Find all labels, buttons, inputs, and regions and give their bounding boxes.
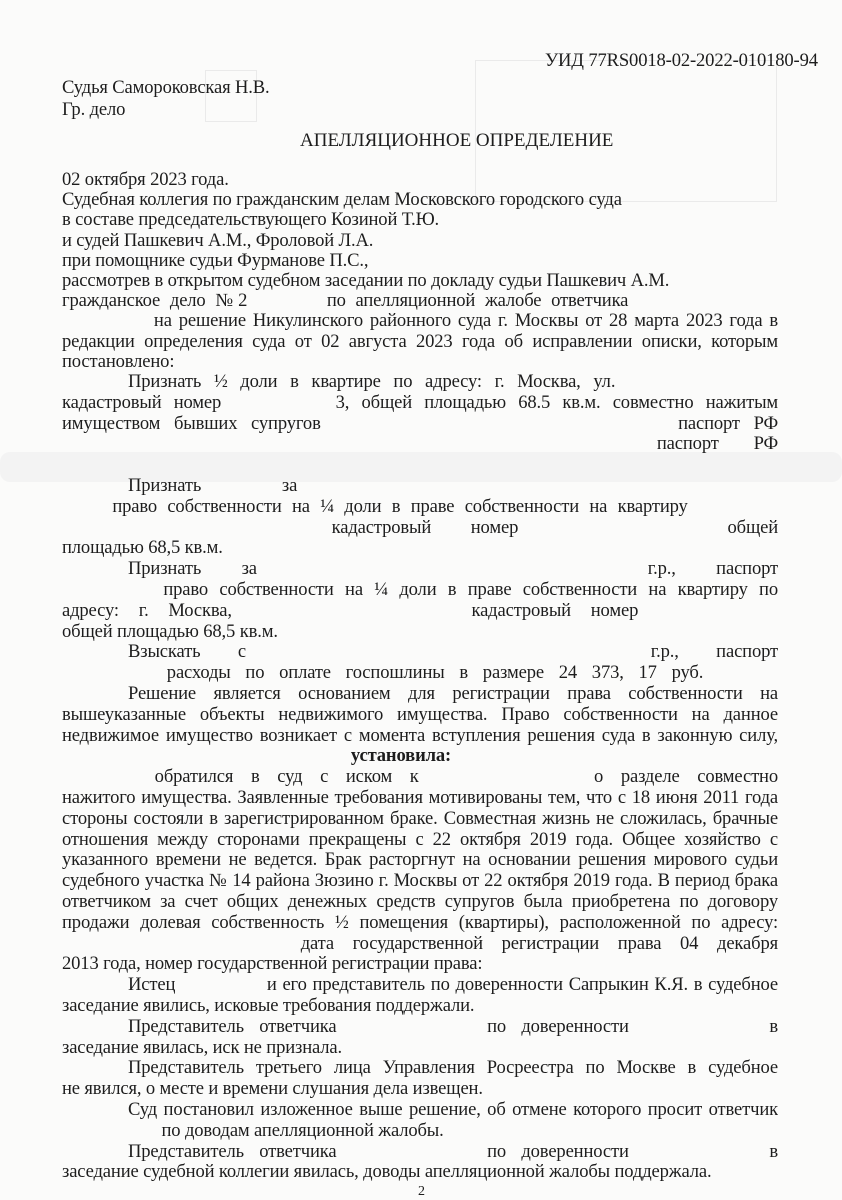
text-segment: гражданское дело №2	[62, 291, 248, 311]
text-line	[62, 559, 778, 579]
text-segment: не явился, о месте и времени слушания дела извещен.	[62, 1078, 483, 1099]
text-line	[62, 393, 778, 413]
text-line	[62, 871, 778, 891]
text-segment: стороны состояли в зарегистрированном браке. Совместная жизнь не сложилась, брачные	[62, 809, 778, 829]
text-segment: Представитель ответчика	[128, 1017, 337, 1037]
text-segment: и его представитель по доверенности Сапрыкин К.Я. в судебное	[266, 975, 778, 995]
text-line	[62, 78, 270, 98]
text-segment: о разделе совместно	[594, 767, 778, 787]
text-segment: на решение Никулинского районного суда г. Москвы от 28 марта 2023 года в	[153, 311, 778, 331]
redacted-gap	[644, 1147, 754, 1157]
text-segment: площадью 68,5 кв.м.	[62, 537, 223, 558]
text-segment: постановлено:	[62, 351, 175, 372]
text-segment: кадастровый номер	[331, 518, 519, 538]
text-line	[62, 170, 229, 190]
text-segment: Гр. дело	[62, 99, 126, 120]
redacted-gap	[718, 668, 778, 678]
redacted-gap	[658, 606, 778, 616]
text-segment: УИД 77RS0018-02-2022-010180-94	[545, 50, 818, 71]
text-line	[62, 934, 778, 954]
text-segment: заседание явились, исковые требования поддержали.	[62, 995, 475, 1016]
text-segment: Признать за	[128, 559, 257, 579]
text-line	[62, 210, 439, 230]
text-segment: 02 октября 2023 года.	[62, 169, 229, 190]
redacted-gap	[698, 502, 778, 512]
redacted-gap	[378, 481, 778, 491]
text-segment: по апелляционной жалобе ответчика	[326, 291, 629, 311]
text-segment: в	[769, 1142, 778, 1162]
text-segment: 3, общей площадью 68.5 кв.м. совместно нажитым	[335, 393, 778, 413]
text-segment: вышеуказанные объекты недвижимого имущества. Право собственности на данное	[62, 705, 778, 725]
redacted-gap	[62, 1126, 157, 1136]
text-line	[62, 1100, 778, 1120]
text-line	[62, 1079, 483, 1099]
redacted-gap	[352, 1147, 472, 1157]
text-line	[62, 892, 778, 912]
text-line	[62, 497, 778, 517]
text-line	[62, 954, 617, 974]
text-segment: нажитого имущества. Заявленные требования мотивированы тем, что с 18 июня 2011 года	[62, 788, 778, 808]
text-line	[62, 372, 778, 392]
redacted-gap	[62, 460, 72, 470]
text-segment: Представитель третьего лица Управления Росреестра по Москве в судебное	[128, 1058, 778, 1078]
text-segment: Судебная коллегия по гражданским делам Московского городского суда	[62, 189, 622, 210]
text-line	[62, 332, 778, 352]
text-line	[62, 1121, 444, 1141]
redacted-gap	[252, 606, 452, 616]
redacted-gap	[62, 668, 152, 678]
text-segment: редакции определения суда от 02 августа 2023 года об исправлении описки, которым	[62, 332, 778, 352]
text-line	[62, 996, 474, 1016]
redacted-gap	[436, 772, 576, 782]
text-line	[62, 1017, 778, 1037]
redacted-gap	[283, 647, 613, 657]
text-line	[62, 705, 778, 725]
redacted-gap	[297, 564, 607, 574]
text-segment: паспорт РФ	[678, 414, 778, 434]
redacted-gap	[334, 419, 664, 429]
text-line	[62, 518, 778, 538]
text-segment: право собственности на ¼ доли в праве собственности на квартиру	[112, 497, 688, 517]
text-line	[62, 788, 778, 808]
text-segment: обратился в суд с иском к	[154, 767, 419, 787]
text-segment: и судей Пашкевич А.М., Фроловой Л.А.	[62, 230, 374, 251]
text-line	[62, 352, 174, 372]
text-segment: право собственности на ¼ доли в праве собственности на квартиру по	[163, 580, 778, 600]
text-segment: 2013 года, номер государственной регистрации права:	[62, 953, 483, 974]
text-segment: в	[769, 1017, 778, 1037]
redacted-gap	[487, 959, 617, 969]
text-line	[62, 726, 778, 746]
redacted-gap	[62, 585, 152, 595]
text-line	[62, 809, 778, 829]
text-line	[62, 913, 778, 933]
text-line	[62, 414, 778, 434]
text-segment: Истец	[128, 975, 176, 995]
text-segment: указанного времени не ведется. Брак расторгнут на основании решения мирового судьи	[62, 850, 778, 870]
text-segment: Признать за	[128, 476, 298, 496]
redacted-gap	[62, 439, 622, 449]
redacted-gap	[181, 980, 261, 990]
redacted-gap	[62, 772, 137, 782]
document-title	[300, 131, 613, 151]
text-segment: Судья Самороковская Н.В.	[62, 77, 270, 98]
text-segment: судебного участка № 14 района Зюзино г. Москвы от 22 октября 2019 года. В период брака	[62, 871, 778, 891]
text-segment: расходы по оплате госпошлины в размере 24 373, 17 руб.	[166, 663, 704, 683]
redacted-gap	[638, 296, 778, 306]
text-line	[62, 1058, 778, 1078]
text-line	[62, 580, 778, 600]
text-line	[62, 100, 240, 120]
text-segment: заседание явилась, иск не признала.	[62, 1037, 343, 1058]
text-line	[62, 251, 368, 271]
text-segment: в составе председательствующего Козиной Т.Ю.	[62, 209, 440, 230]
text-segment: при помощнике судьи Фурманове П.С.,	[62, 250, 369, 271]
case-uid	[545, 51, 818, 71]
redacted-gap	[352, 1022, 472, 1032]
text-line	[62, 434, 778, 454]
text-segment: ответчиком за счет общих денежных средств супругов была приобретена по договору	[62, 892, 778, 912]
text-segment: заседание судебной коллегии явилась, доводы апелляционной жалобы поддержала.	[62, 1161, 712, 1182]
text-line	[62, 291, 778, 311]
text-line	[62, 830, 778, 850]
text-segment: адресу: г. Москва,	[62, 601, 232, 621]
text-segment: отношения между сторонами прекращены с 22 октября 2019 года. Общее хозяйство с	[62, 830, 778, 850]
page-number: 2	[418, 1184, 425, 1199]
text-segment: по доводам апелляционной жалобы.	[161, 1120, 444, 1141]
text-line	[62, 850, 778, 870]
text-segment: общей площадью 68,5 кв.м.	[62, 621, 278, 642]
text-line	[62, 622, 278, 642]
redacted-gap	[62, 523, 292, 533]
text-line	[62, 1142, 778, 1162]
text-segment: г.р., паспорт	[650, 642, 778, 662]
text-line	[62, 476, 778, 496]
text-segment: общей	[727, 518, 778, 538]
text-segment: дата государственной регистрации права 04 декабря	[300, 934, 778, 954]
text-segment: кадастровый номер	[471, 601, 639, 621]
redacted-gap	[62, 502, 102, 512]
redacted-gap	[628, 377, 778, 387]
text-segment: АПЕЛЛЯЦИОННОЕ ОПРЕДЕЛЕНИЕ	[300, 130, 614, 151]
text-segment: рассмотрев в открытом судебном заседании по докладу судьи Пашкевич А.М.	[62, 270, 670, 291]
text-line	[62, 271, 669, 291]
text-segment: г.р., паспорт	[647, 559, 778, 579]
text-line	[62, 975, 778, 995]
redacted-gap	[130, 105, 240, 115]
text-segment: установила:	[350, 745, 452, 766]
text-segment: недвижимое имущество возникает с момента вступления решения суда в законную силу,	[62, 726, 778, 746]
redacted-gap	[233, 398, 323, 408]
text-line	[62, 684, 778, 704]
text-line	[62, 663, 778, 683]
text-line	[62, 1162, 711, 1182]
text-segment: имуществом бывших супругов	[62, 414, 321, 434]
text-line	[62, 190, 622, 210]
redacted-gap	[644, 1022, 754, 1032]
text-segment: Взыскать с	[128, 642, 246, 662]
text-line	[62, 1038, 342, 1058]
redacted-gap	[62, 939, 282, 949]
text-segment: по доверенности	[487, 1142, 629, 1162]
text-line	[62, 767, 778, 787]
text-line	[62, 601, 778, 621]
text-line	[62, 455, 72, 475]
redacted-gap	[558, 523, 688, 533]
text-line	[62, 642, 778, 662]
text-segment: по доверенности	[487, 1017, 629, 1037]
text-line	[0, 746, 822, 766]
text-segment: Признать ½ доли в квартире по адресу: г. Москва, ул.	[128, 372, 616, 392]
text-segment: паспорт РФ	[656, 434, 778, 454]
text-segment: Решение является основанием для регистрации права собственности на	[128, 684, 778, 704]
text-line	[62, 231, 373, 251]
text-segment: кадастровый номер	[62, 393, 222, 413]
text-segment: Суд постановил изложенное выше решение, об отмене которого просит ответчик	[128, 1100, 778, 1120]
redacted-gap	[62, 316, 147, 326]
text-line	[62, 311, 778, 331]
text-line	[62, 538, 223, 558]
text-segment: Представитель ответчика	[128, 1142, 337, 1162]
redacted-gap	[257, 296, 317, 306]
text-segment: продажи долевая собственность ½ помещения (квартиры), расположенной по адресу:	[62, 913, 778, 933]
